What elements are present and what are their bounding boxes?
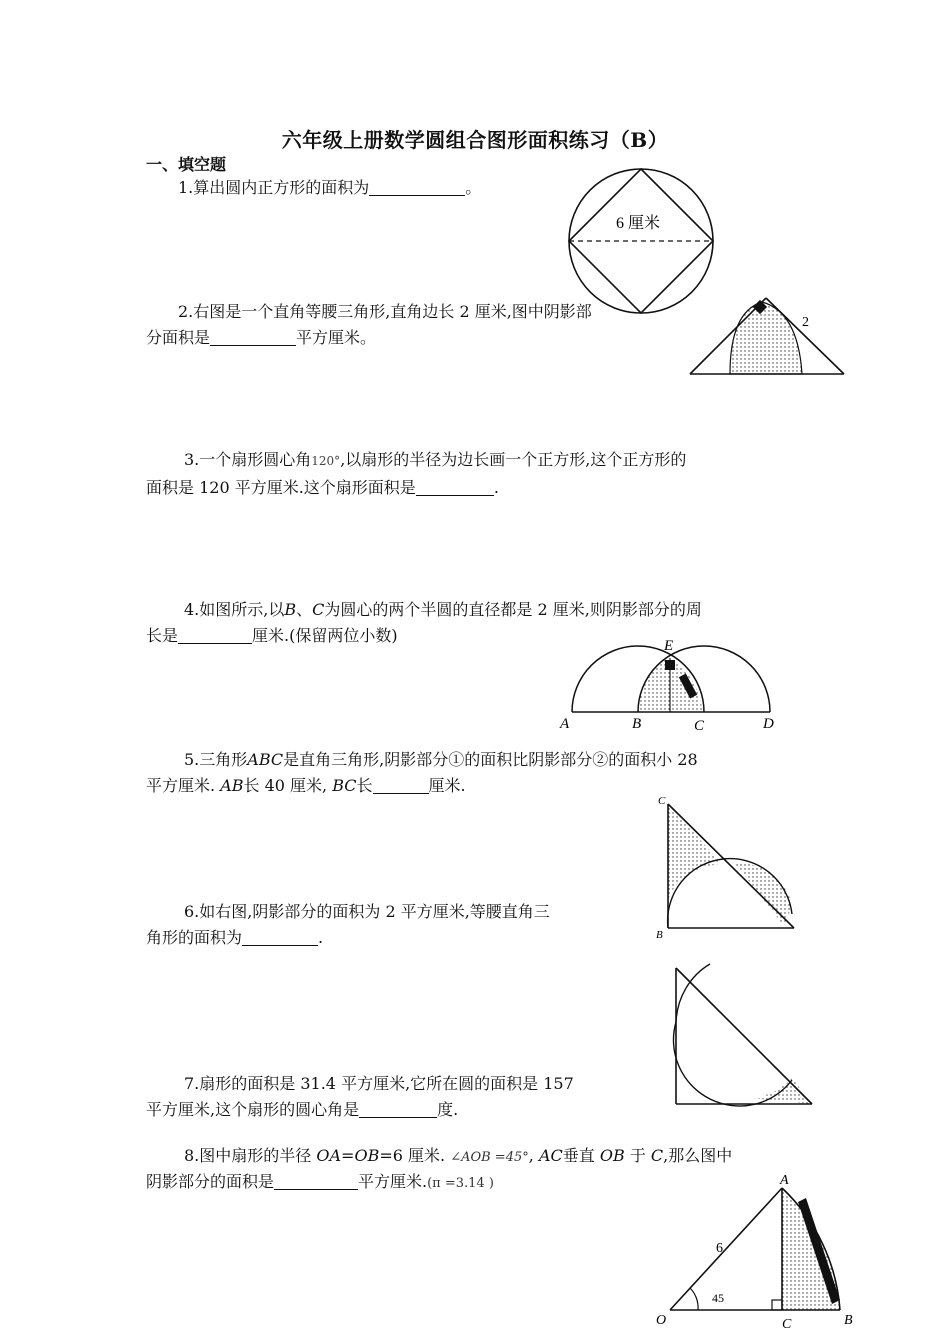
q8-label-angle: 45 — [712, 1291, 724, 1305]
q6-line-1: 6.如右图,阴影部分的面积为 2 平方厘米,等腰直角三 — [184, 902, 550, 921]
q7-line-2 — [146, 1096, 458, 1124]
q2-text-b: 平方厘米。 — [296, 328, 377, 347]
q8-text-d: 于 — [629, 1146, 646, 1165]
q8-ac: AC — [538, 1146, 563, 1165]
q4-text-b: 为圆心的两个半圆的直径都是 2 厘米,则阴影部分的周 — [324, 600, 702, 619]
q5-text-c: 平方厘米. — [146, 776, 216, 795]
q5-text-f: 厘米. — [428, 776, 466, 795]
q3-text-b: ,以扇形的半径为边长画一个正方形,这个正方形的 — [340, 450, 687, 469]
q5-answer-blank — [373, 775, 429, 794]
q8-eq: = — [341, 1146, 355, 1165]
q2-text-a: 分面积是 — [146, 328, 211, 347]
question-1 — [178, 174, 481, 202]
q8-label-o: O — [656, 1313, 667, 1328]
q3-line-1 — [184, 446, 686, 475]
q4-c: C — [312, 600, 325, 619]
q2-line-1: 2.右图是一个直角等腰三角形,直角边长 2 厘米,图中阴影部 — [178, 302, 592, 321]
q3-line-2 — [146, 474, 499, 502]
q4-text-d: 厘米.(保留两位小数) — [252, 626, 398, 645]
q6-text-b: . — [318, 928, 324, 947]
q8-answer-blank — [274, 1171, 358, 1190]
q8-text-e: ,那么图中 — [663, 1146, 733, 1165]
q8-pi: (π =3.14 ) — [427, 1176, 494, 1191]
q4-sep: 、 — [296, 600, 313, 619]
q3-text-d: . — [493, 478, 499, 497]
q5-bc: BC — [332, 776, 357, 795]
q3-angle: 120° — [311, 454, 341, 468]
q4-line-1 — [184, 596, 702, 624]
q4-label-a: A — [560, 716, 570, 732]
q3-text-a: 3.一个扇形圆心角 — [184, 450, 312, 469]
q4-answer-blank — [178, 625, 252, 644]
q5-line-2 — [146, 772, 466, 800]
q8-text-c: 垂直 — [562, 1146, 595, 1165]
q4-text-c: 长是 — [146, 626, 179, 645]
q4-label-b: B — [632, 716, 642, 732]
q2-answer-blank — [210, 327, 296, 346]
q5-label-b: B — [656, 929, 663, 941]
q5-text-a: 5.三角形 — [184, 750, 248, 769]
q5-figure — [652, 792, 802, 942]
q8-label-c: C — [782, 1317, 792, 1332]
q2-line-2 — [146, 324, 376, 352]
q4-figure — [556, 632, 786, 736]
q5-text-d: 长 40 厘米, — [243, 776, 328, 795]
q8-label-a: A — [780, 1173, 789, 1188]
q7-answer-blank — [359, 1099, 437, 1118]
q1-end: 。 — [465, 178, 482, 197]
q8-text-a: 8.图中扇形的半径 — [184, 1146, 312, 1165]
q7-line-1: 7.扇形的面积是 31.4 平方厘米,它所在圆的面积是 157 — [184, 1074, 574, 1093]
q2-figure-label: 2 — [802, 315, 809, 330]
q8-sep: , — [528, 1146, 534, 1165]
q6-figure — [670, 962, 820, 1110]
q8-figure — [650, 1172, 870, 1344]
q8-ob2: OB — [599, 1146, 625, 1165]
q8-label-radius: 6 — [716, 1241, 723, 1256]
q6-line-2 — [146, 924, 323, 952]
q8-c: C — [650, 1146, 664, 1165]
q8-label-b: B — [844, 1313, 853, 1328]
q8-line-2 — [146, 1168, 494, 1198]
q1-answer-blank — [369, 177, 465, 196]
section-heading: 一、填空题 — [146, 155, 227, 174]
page-title: 六年级上册数学圆组合图形面积练习（B） — [281, 128, 669, 152]
q4-label-c: C — [694, 718, 705, 734]
q3-text-c: 面积是 120 平方厘米.这个扇形面积是 — [146, 478, 416, 497]
q4-b: B — [284, 600, 297, 619]
q5-line-1 — [184, 746, 698, 774]
q8-ob: OB — [354, 1146, 380, 1165]
q3-answer-blank — [416, 477, 494, 496]
q7-text-a: 平方厘米,这个扇形的圆心角是 — [146, 1100, 360, 1119]
q7-text-b: 度. — [437, 1100, 459, 1119]
q8-angle-expr: ∠AOB =45° — [450, 1150, 529, 1165]
q4-label-e: E — [664, 638, 674, 654]
q4-label-d: D — [763, 716, 774, 732]
q8-text-g: 平方厘米. — [358, 1172, 428, 1191]
q4-text-a: 4.如图所示,以 — [184, 600, 285, 619]
q4-line-2 — [146, 622, 398, 650]
q2-figure — [684, 294, 850, 380]
q5-text-e: 长 — [356, 776, 373, 795]
q1-figure-label: 6 厘米 — [616, 215, 661, 232]
q6-answer-blank — [242, 927, 318, 946]
q5-ab: AB — [220, 776, 244, 795]
q8-text-f: 阴影部分的面积是 — [146, 1172, 275, 1191]
q5-label-c: C — [658, 795, 666, 807]
q8-oa: OA — [316, 1146, 342, 1165]
q8-text-b: =6 厘米. — [379, 1146, 446, 1165]
q5-text-b: 是直角三角形,阴影部分①的面积比阴影部分②的面积小 28 — [283, 750, 698, 769]
q5-abc: ABC — [247, 750, 284, 769]
q1-text: 1.算出圆内正方形的面积为 — [178, 178, 370, 197]
q6-text-a: 角形的面积为 — [146, 928, 243, 947]
